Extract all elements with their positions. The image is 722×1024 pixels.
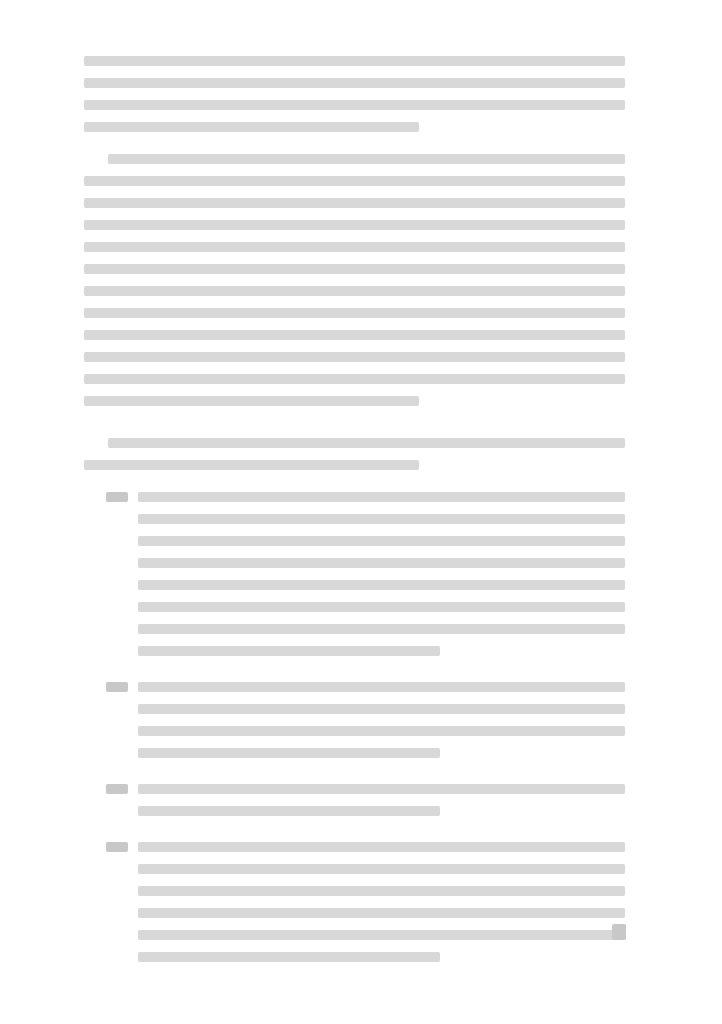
text-line [84, 460, 419, 470]
paragraph [84, 154, 625, 424]
list-item [106, 842, 625, 974]
text-line [84, 308, 625, 318]
text-line [108, 154, 625, 164]
list-marker [106, 682, 128, 692]
text-line [84, 78, 625, 88]
text-line [84, 100, 625, 110]
text-line [84, 56, 625, 66]
text-line [84, 286, 625, 296]
text-line [84, 396, 419, 406]
text-line [84, 242, 625, 252]
paragraph [84, 56, 625, 140]
list-marker [106, 842, 128, 852]
list-item-text [138, 784, 625, 828]
list-item-text [138, 682, 625, 770]
list-item-text [138, 492, 625, 668]
list-marker [106, 492, 128, 502]
text-line [84, 220, 625, 230]
list-item [106, 492, 625, 668]
text-line [84, 352, 625, 362]
text-line [84, 122, 419, 132]
page-number [612, 924, 626, 940]
text-line [84, 198, 625, 208]
list-item [106, 784, 625, 828]
list-marker [106, 784, 128, 794]
text-line [84, 330, 625, 340]
text-line [84, 264, 625, 274]
paragraph [84, 438, 625, 478]
text-line [84, 176, 625, 186]
text-line [84, 374, 625, 384]
text-line [108, 438, 625, 448]
list-item [106, 682, 625, 770]
page-body [84, 56, 625, 988]
list-item-text [138, 842, 625, 974]
